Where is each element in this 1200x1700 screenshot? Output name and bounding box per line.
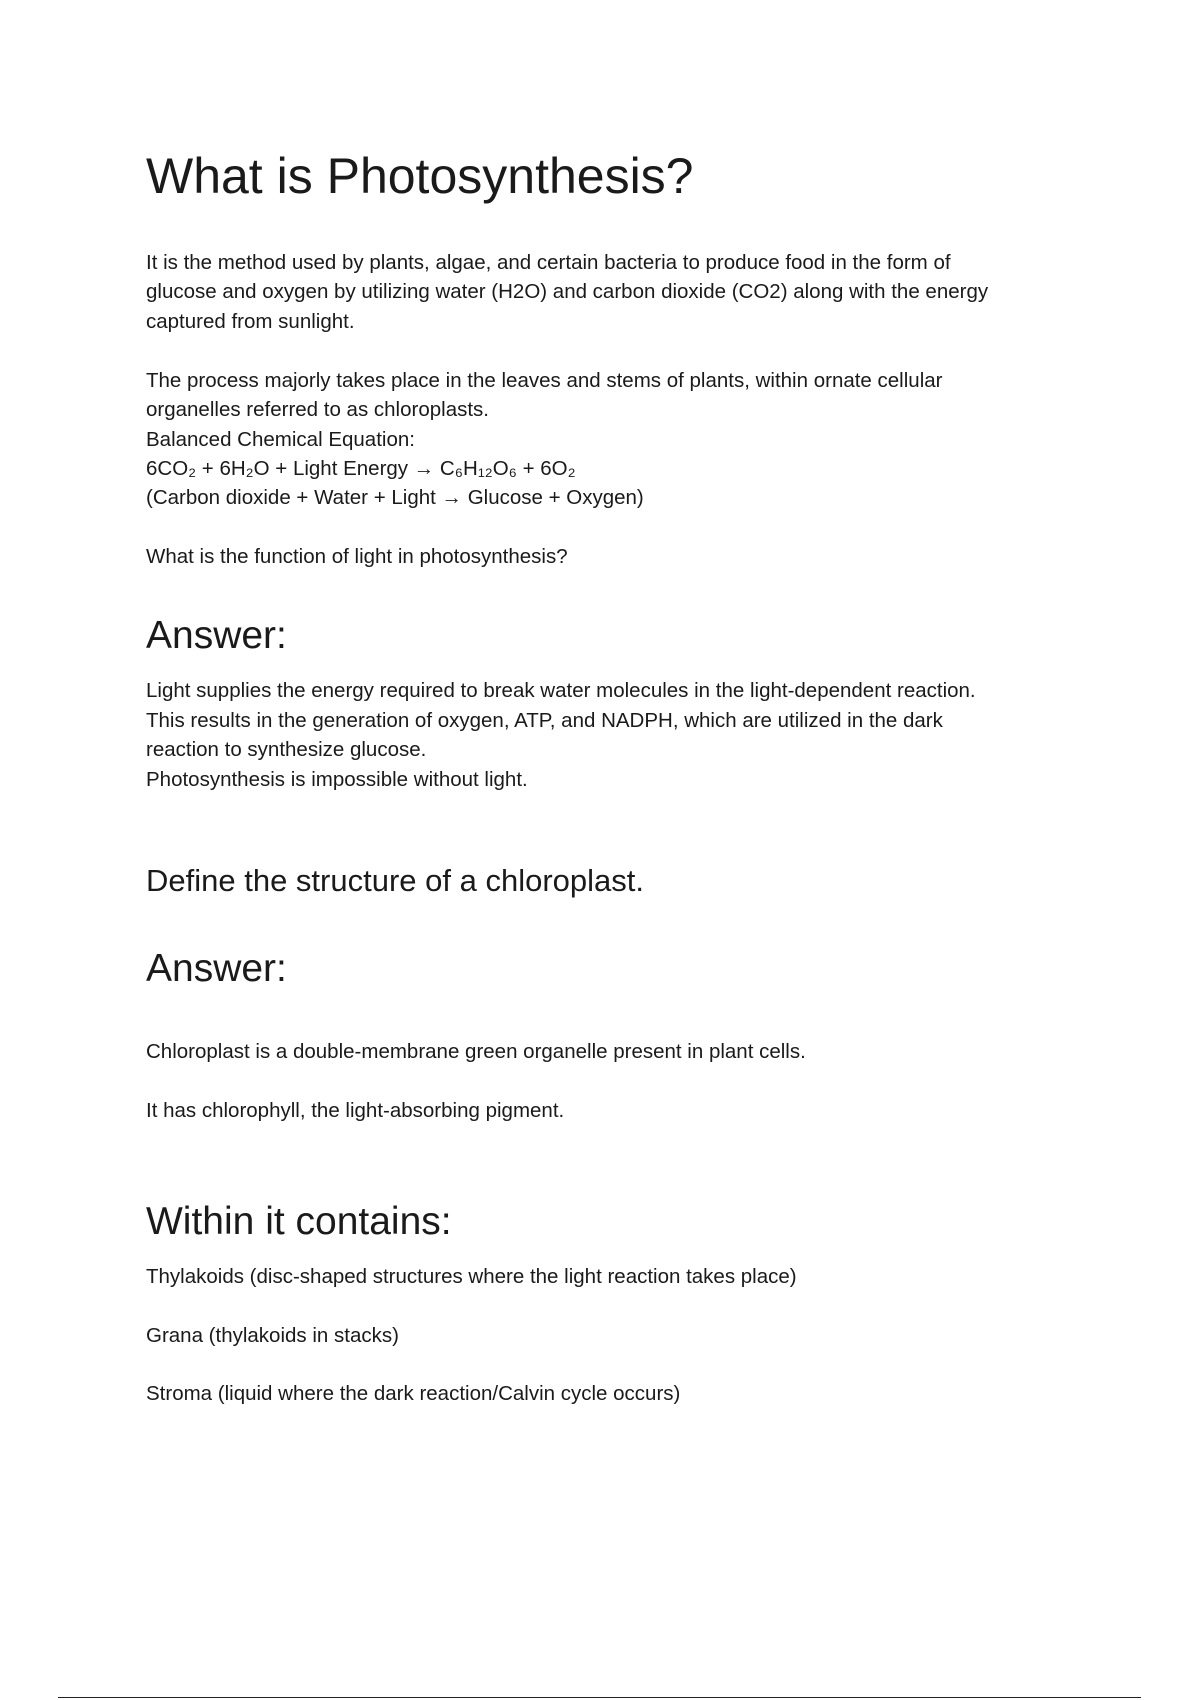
answer-2-heading: Answer: (146, 947, 287, 990)
bottom-divider (58, 1697, 1141, 1698)
contains-heading: Within it contains: (146, 1200, 452, 1243)
contains-item-stroma: Stroma (liquid where the dark reaction/Calvin cycle occurs) (146, 1382, 681, 1405)
contains-item-grana: Grana (thylakoids in stacks) (146, 1324, 399, 1347)
intro-line-1: It is the method used by plants, algae, and certain bacteria to produce food in the form of (146, 251, 951, 274)
answer-2-line-1: Chloroplast is a double-membrane green organelle present in plant cells. (146, 1040, 806, 1063)
answer-1-line-4: Photosynthesis is impossible without light. (146, 768, 528, 791)
answer-1-heading: Answer: (146, 614, 287, 657)
process-line-1: The process majorly takes place in the leaves and stems of plants, within ornate cellular (146, 369, 943, 392)
intro-line-2: glucose and oxygen by utilizing water (H2O) and carbon dioxide (CO2) along with the energy (146, 280, 989, 303)
intro-line-3: captured from sunlight. (146, 310, 355, 333)
equation-words: (Carbon dioxide + Water + Light → Glucose + Oxygen) (146, 486, 644, 509)
answer-2-line-2: It has chlorophyll, the light-absorbing pigment. (146, 1099, 565, 1122)
question-light-function: What is the function of light in photosynthesis? (146, 545, 568, 568)
page-title: What is Photosynthesis? (146, 148, 694, 204)
process-line-2: organelles referred to as chloroplasts. (146, 398, 489, 421)
answer-1-line-1: Light supplies the energy required to break water molecules in the light-dependent reaction. (146, 679, 976, 702)
contains-item-thylakoids: Thylakoids (disc-shaped structures where the light reaction takes place) (146, 1265, 797, 1288)
answer-1-line-3: reaction to synthesize glucose. (146, 738, 427, 761)
chemical-equation: 6CO₂ + 6H₂O + Light Energy → C₆H₁₂O₆ + 6O₂ (146, 457, 576, 480)
answer-1-line-2: This results in the generation of oxygen, ATP, and NADPH, which are utilized in the dark (146, 709, 943, 732)
question-chloroplast-structure: Define the structure of a chloroplast. (146, 863, 644, 898)
equation-label: Balanced Chemical Equation: (146, 428, 415, 451)
